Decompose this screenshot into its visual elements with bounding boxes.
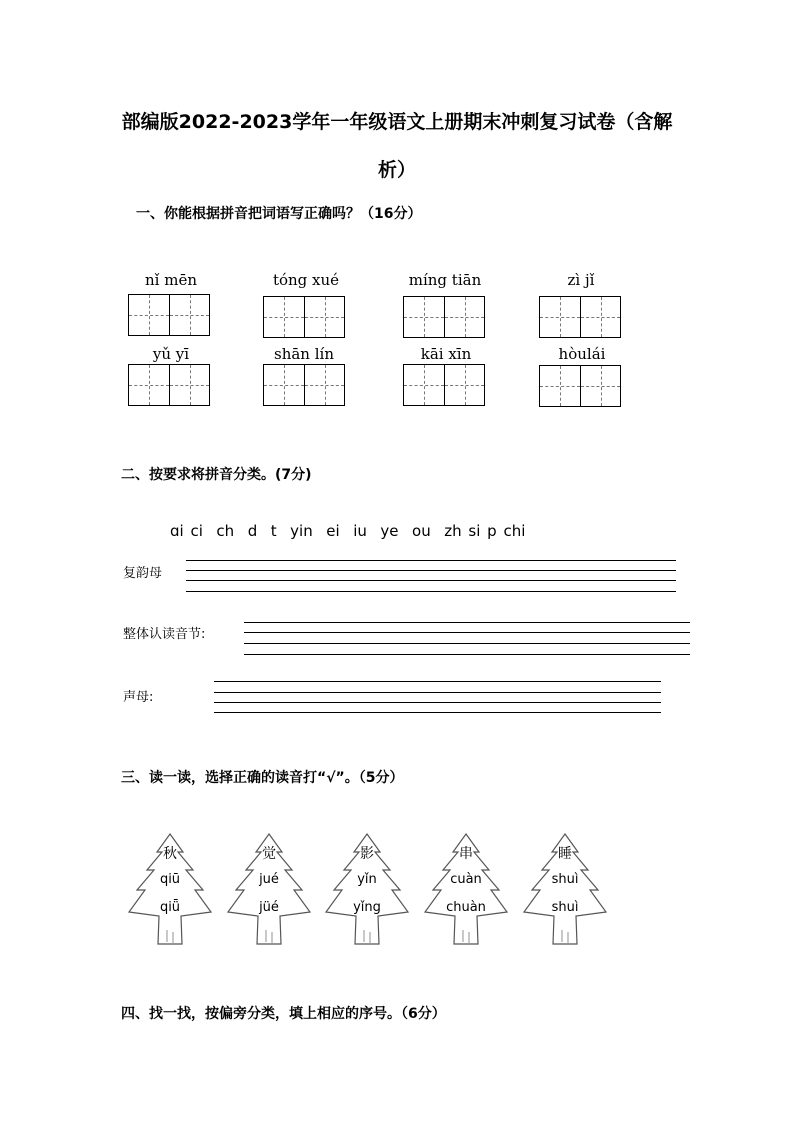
- page-title: 部编版2022-2023学年一年级语文上册期末冲刺复习试卷（含解析）: [121, 111, 673, 181]
- pinyin-label: tóng xué: [272, 271, 340, 289]
- answer-line[interactable]: [214, 692, 661, 693]
- pinyin-list: ɑi ci ch d t yin ei iu ye ou zh si p chi: [170, 522, 526, 540]
- section-3-heading: 三、读一读，选择正确的读音打“√”。（5分）: [121, 770, 404, 786]
- pinyin-option-1[interactable]: cuàn: [450, 872, 482, 887]
- pinyin-label: zì jǐ: [567, 271, 595, 289]
- answer-line[interactable]: [186, 580, 676, 581]
- writing-grid[interactable]: [263, 364, 345, 406]
- tree-character: 睡: [558, 846, 572, 862]
- writing-grid[interactable]: [128, 364, 210, 406]
- answer-line[interactable]: [214, 702, 661, 703]
- zhengti-label: 整体认读音节:: [123, 627, 206, 642]
- answer-line[interactable]: [244, 622, 690, 623]
- section-2-heading: 二、按要求将拼音分类。(7分): [121, 467, 312, 483]
- pinyin-label: yǔ yī: [152, 345, 190, 363]
- tree-card: [520, 830, 610, 954]
- answer-line[interactable]: [186, 570, 676, 571]
- fuyunmu-label: 复韵母: [123, 566, 163, 581]
- pinyin-option-1[interactable]: shuì: [551, 872, 579, 887]
- writing-grid[interactable]: [539, 296, 621, 338]
- pinyin-option-2[interactable]: jüé: [259, 900, 279, 915]
- pinyin-label: nǐ mēn: [145, 271, 197, 289]
- pinyin-option-2[interactable]: qiǖ: [159, 900, 181, 915]
- tree-character: 秋: [163, 846, 177, 862]
- tree-card: [322, 830, 412, 954]
- pinyin-option-2[interactable]: chuàn: [446, 900, 486, 915]
- writing-grid[interactable]: [263, 296, 345, 338]
- tree-card: [224, 830, 314, 954]
- pinyin-option-1[interactable]: yǐn: [357, 872, 377, 887]
- answer-line[interactable]: [214, 681, 661, 682]
- shengmu-label: 声母:: [123, 690, 154, 705]
- pinyin-option-1[interactable]: qiū: [159, 872, 181, 887]
- answer-line[interactable]: [244, 643, 690, 644]
- pinyin-label: shān lín: [274, 345, 334, 363]
- pine-tree-icon: [520, 830, 610, 950]
- tree-character: 串: [459, 846, 473, 862]
- pinyin-option-2[interactable]: shuì: [551, 900, 579, 915]
- answer-line[interactable]: [186, 560, 676, 561]
- pine-tree-icon: [125, 830, 215, 950]
- tree-character: 影: [360, 846, 374, 862]
- pine-tree-icon: [224, 830, 314, 950]
- answer-line[interactable]: [244, 632, 690, 633]
- tree-card: [421, 830, 511, 954]
- writing-grid[interactable]: [403, 364, 485, 406]
- answer-line[interactable]: [244, 654, 690, 655]
- writing-grid[interactable]: [128, 294, 210, 336]
- tree-character: 觉: [262, 846, 276, 862]
- answer-line[interactable]: [214, 712, 661, 713]
- pinyin-label: kāi xīn: [420, 345, 472, 363]
- pinyin-label: hòulái: [558, 345, 606, 363]
- pinyin-option-2[interactable]: yǐng: [353, 900, 381, 915]
- pinyin-option-1[interactable]: jué: [259, 872, 279, 887]
- pinyin-label: míng tiān: [408, 271, 482, 289]
- writing-grid[interactable]: [539, 365, 621, 407]
- tree-card: [125, 830, 215, 954]
- answer-line[interactable]: [186, 591, 676, 592]
- writing-grid[interactable]: [403, 296, 485, 338]
- section-4-heading: 四、找一找，按偏旁分类，填上相应的序号。（6分）: [121, 1006, 446, 1022]
- pine-tree-icon: [421, 830, 511, 950]
- pine-tree-icon: [322, 830, 412, 950]
- section-1-heading: 一、你能根据拼音把词语写正确吗？（16分）: [136, 206, 422, 222]
